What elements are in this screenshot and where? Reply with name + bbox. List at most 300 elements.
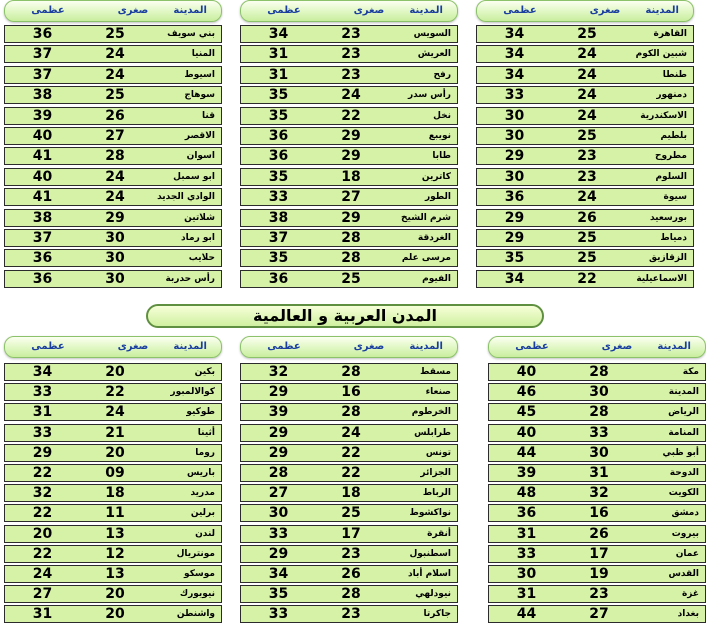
min-temp: 13 [105,566,125,582]
min-temp: 18 [341,485,361,502]
min-temp: 30 [105,230,125,246]
min-temp: 25 [577,250,597,267]
max-temp: 36 [268,148,289,165]
min-temp: 27 [341,189,361,206]
table-row [240,545,458,563]
min-temp: 23 [577,168,597,185]
max-temp: 39 [516,465,537,481]
header-min: صغرى [353,341,385,352]
table-row [240,565,458,583]
city-name: اسلام أباد [408,569,451,579]
min-temp: 30 [589,384,609,401]
max-temp: 35 [268,168,289,185]
min-temp: 28 [105,148,125,165]
min-temp: 22 [577,270,597,287]
max-temp: 28 [268,465,289,481]
city-name: الجزائر [420,468,451,478]
table-row [240,45,458,63]
min-temp: 28 [341,364,361,380]
max-temp: 34 [504,66,525,83]
table-row [240,86,458,104]
table-row [476,107,694,125]
header-min: صغرى [117,341,149,352]
table-row [4,565,222,583]
city-name: السويس [413,29,451,39]
table-row [476,270,694,288]
min-temp: 20 [105,444,125,461]
min-temp: 17 [589,545,609,562]
max-temp: 36 [504,189,525,206]
max-temp: 36 [32,26,53,42]
table-row [240,188,458,206]
table-row [4,86,222,104]
max-temp: 33 [268,189,289,206]
max-temp: 40 [516,424,537,441]
table-header [4,0,222,22]
min-temp: 25 [105,26,125,42]
max-temp: 34 [504,26,525,42]
header-city: المدينة [173,5,207,16]
table-row [240,403,458,421]
max-temp: 37 [32,230,53,246]
max-temp: 20 [32,525,53,542]
table-row [476,66,694,84]
city-name: بورسعيد [649,212,687,223]
header-max: عظمى [31,341,65,352]
table-row [488,424,706,442]
city-name: الرياض [668,407,699,418]
header-max: عظمى [267,5,301,16]
header-city: المدينة [645,5,679,16]
table-row [4,444,222,462]
max-temp: 37 [32,66,53,83]
city-name: كاترين [421,171,451,182]
city-name: بغداد [677,609,699,620]
max-temp: 36 [32,270,53,287]
table-header [4,336,222,358]
city-name: لندن [195,528,215,539]
city-name: المنيا [191,49,215,60]
max-temp: 38 [268,209,289,226]
city-name: نيويورك [179,589,215,600]
min-temp: 23 [341,66,361,83]
city-name: مسقط [420,367,451,377]
min-temp: 24 [105,168,125,185]
min-temp: 30 [589,444,609,461]
min-temp: 18 [341,168,361,185]
city-name: رأس سدر [407,90,451,101]
max-temp: 33 [32,424,53,441]
table-row [4,545,222,563]
section-banner: المدن العربية و العالمية [146,304,544,328]
table-row [240,229,458,247]
max-temp: 40 [32,128,53,144]
max-temp: 29 [32,444,53,461]
table-row [4,25,222,43]
max-temp: 30 [504,107,525,124]
max-temp: 41 [32,148,53,165]
min-temp: 29 [341,128,361,144]
city-name: شبين الكوم [635,49,687,60]
table-row [240,444,458,462]
max-temp: 33 [32,384,53,401]
city-name: الكويت [668,488,699,499]
max-temp: 35 [268,250,289,267]
max-temp: 31 [268,66,289,83]
min-temp: 23 [341,46,361,63]
max-temp: 44 [516,444,537,461]
table-row [488,403,706,421]
min-temp: 25 [577,26,597,42]
table-row [240,249,458,267]
table-row [4,484,222,502]
city-name: جاكرتا [423,609,451,620]
max-temp: 29 [268,384,289,401]
city-name: السلوم [655,171,687,182]
min-temp: 26 [341,566,361,582]
min-temp: 25 [341,270,361,287]
max-temp: 34 [32,364,53,380]
max-temp: 35 [268,87,289,104]
city-name: الاقصر [184,131,215,141]
min-temp: 24 [577,46,597,63]
table-row [240,504,458,522]
max-temp: 31 [516,586,537,603]
min-temp: 25 [341,505,361,522]
min-temp: 23 [589,586,609,603]
min-temp: 30 [105,270,125,287]
max-temp: 32 [32,485,53,502]
min-temp: 26 [105,107,125,124]
city-name: الغردقة [417,233,451,243]
table-row [488,464,706,482]
min-temp: 24 [105,66,125,83]
max-temp: 38 [32,87,53,104]
city-name: تونس [425,447,451,458]
header-max: عظمى [267,341,301,352]
min-temp: 22 [341,465,361,481]
header-city: المدينة [173,341,207,352]
city-name: رفح [433,69,451,80]
min-temp: 19 [589,566,609,582]
city-name: عمان [675,548,699,559]
min-temp: 32 [589,485,609,502]
table-row [240,585,458,603]
max-temp: 36 [32,250,53,267]
min-temp: 24 [105,189,125,206]
city-name: قنا [202,110,215,121]
city-name: الخرطوم [411,407,451,418]
table-row [476,45,694,63]
min-temp: 09 [105,465,125,481]
table-world-cities [4,336,222,626]
max-temp: 29 [268,444,289,461]
table-header [240,0,458,22]
table-row [240,383,458,401]
table-row [240,107,458,125]
city-name: حلايب [188,253,215,264]
min-temp: 13 [105,525,125,542]
city-name: الوادي الجديد [157,192,215,203]
max-temp: 34 [268,566,289,582]
city-name: مدريد [190,488,215,499]
max-temp: 40 [32,168,53,185]
city-name: نويبع [428,131,451,141]
min-temp: 17 [341,525,361,542]
city-name: مرسى علم [401,253,451,264]
max-temp: 40 [516,364,537,380]
header-max: عظمى [31,5,65,16]
city-name: الرباط [422,488,451,499]
min-temp: 24 [577,66,597,83]
table-row [4,249,222,267]
max-temp: 22 [32,465,53,481]
min-temp: 24 [577,189,597,206]
min-temp: 18 [105,485,125,502]
max-temp: 36 [516,505,537,522]
min-temp: 11 [105,505,125,522]
min-temp: 27 [105,128,125,144]
city-name: بيروت [671,528,699,539]
min-temp: 25 [105,87,125,104]
city-name: أثينا [197,427,215,438]
table-row [488,383,706,401]
city-name: صنعاء [425,387,451,398]
max-temp: 35 [268,586,289,603]
table-row [240,464,458,482]
min-temp: 28 [341,230,361,246]
max-temp: 34 [504,46,525,63]
city-name: بكين [194,367,215,377]
city-name: مكة [682,367,699,377]
city-name: سوهاج [184,90,215,101]
max-temp: 39 [32,107,53,124]
max-temp: 44 [516,606,537,623]
max-temp: 30 [504,168,525,185]
city-name: شلاتين [184,212,215,223]
min-temp: 23 [341,606,361,623]
city-name: العريش [417,49,451,60]
max-temp: 36 [268,270,289,287]
min-temp: 28 [341,250,361,267]
table-row [476,249,694,267]
max-temp: 45 [516,404,537,421]
max-temp: 39 [268,404,289,421]
max-temp: 34 [268,26,289,42]
table-sinai-canal [240,0,458,290]
min-temp: 28 [589,364,609,380]
table-row [476,209,694,227]
header-min: صغرى [353,5,385,16]
max-temp: 31 [268,46,289,63]
table-row [240,525,458,543]
max-temp: 29 [268,424,289,441]
table-row [240,168,458,186]
min-temp: 24 [577,107,597,124]
max-temp: 27 [268,485,289,502]
max-temp: 48 [516,485,537,502]
max-temp: 33 [504,87,525,104]
city-name: الطور [424,192,451,203]
table-row [488,444,706,462]
city-name: نواكشوط [409,508,451,519]
max-temp: 32 [268,364,289,380]
min-temp: 24 [105,404,125,421]
city-name: باريس [186,468,215,478]
table-gulf-levant [488,336,706,626]
table-row [4,127,222,145]
min-temp: 25 [577,230,597,246]
max-temp: 29 [504,148,525,165]
header-city: المدينة [657,341,691,352]
table-row [4,403,222,421]
table-row [240,127,458,145]
max-temp: 29 [268,545,289,562]
max-temp: 30 [504,128,525,144]
min-temp: 26 [577,209,597,226]
min-temp: 20 [105,364,125,380]
city-name: بني سويف [167,29,215,39]
city-name: الدوحة [669,468,699,478]
city-name: الاسماعيلية [636,273,687,284]
max-temp: 31 [32,606,53,623]
min-temp: 25 [577,128,597,144]
table-row [240,66,458,84]
city-name: شرم الشيخ [401,212,451,223]
table-row [240,424,458,442]
city-name: غزة [681,589,699,600]
table-row [4,188,222,206]
min-temp: 33 [589,424,609,441]
table-row [4,585,222,603]
min-temp: 22 [341,444,361,461]
table-row [4,168,222,186]
city-name: برلين [190,508,215,519]
max-temp: 37 [32,46,53,63]
table-upper-egypt [4,0,222,290]
min-temp: 21 [105,424,125,441]
max-temp: 22 [32,545,53,562]
max-temp: 31 [516,525,537,542]
max-temp: 46 [516,384,537,401]
max-temp: 30 [268,505,289,522]
min-temp: 16 [589,505,609,522]
min-temp: 24 [341,424,361,441]
max-temp: 38 [32,209,53,226]
table-row [476,168,694,186]
table-row [476,127,694,145]
city-name: أبو ظبي [662,447,699,458]
min-temp: 16 [341,384,361,401]
min-temp: 31 [589,465,609,481]
min-temp: 20 [105,586,125,603]
table-row [240,209,458,227]
table-row [4,45,222,63]
table-row [4,383,222,401]
city-name: نيودلهي [415,589,451,600]
table-row [4,363,222,381]
max-temp: 24 [32,566,53,582]
max-temp: 33 [516,545,537,562]
min-temp: 12 [105,545,125,562]
min-temp: 24 [577,87,597,104]
city-name: اسيوط [184,69,215,80]
city-name: الاسكندرية [640,110,687,121]
max-temp: 22 [32,505,53,522]
max-temp: 33 [268,525,289,542]
table-row [4,66,222,84]
table-arab-africa-asia [240,336,458,626]
max-temp: 41 [32,189,53,206]
table-row [488,545,706,563]
city-name: مونتريال [176,548,215,559]
header-max: عظمى [515,341,549,352]
header-city: المدينة [409,5,443,16]
table-row [488,605,706,623]
max-temp: 27 [32,586,53,603]
table-row [488,484,706,502]
table-header [240,336,458,358]
city-name: موسكو [184,569,215,579]
min-temp: 29 [341,209,361,226]
table-row [4,424,222,442]
max-temp: 29 [504,230,525,246]
min-temp: 22 [105,384,125,401]
city-name: طنطا [662,69,687,80]
max-temp: 31 [32,404,53,421]
table-header [476,0,694,22]
table-row [4,147,222,165]
min-temp: 28 [341,404,361,421]
city-name: واشنطن [176,609,215,620]
max-temp: 30 [516,566,537,582]
city-name: دمياط [660,233,687,243]
max-temp: 37 [268,230,289,246]
city-name: دمنهور [656,90,687,101]
max-temp: 35 [504,250,525,267]
city-name: دمشق [671,508,699,519]
city-name: الزقازيق [648,253,687,264]
min-temp: 29 [341,148,361,165]
header-city: المدينة [409,341,443,352]
table-row [4,525,222,543]
max-temp: 36 [268,128,289,144]
min-temp: 30 [105,250,125,267]
city-name: المنامة [668,427,699,438]
table-row [476,188,694,206]
table-row [240,25,458,43]
min-temp: 23 [341,545,361,562]
table-row [240,363,458,381]
city-name: الفيوم [422,273,451,284]
min-temp: 23 [577,148,597,165]
table-row [4,229,222,247]
table-row [240,147,458,165]
city-name: القاهرة [653,29,687,39]
city-name: أنقرة [427,528,451,539]
min-temp: 28 [589,404,609,421]
max-temp: 34 [504,270,525,287]
table-row [240,270,458,288]
min-temp: 26 [589,525,609,542]
max-temp: 33 [268,606,289,623]
city-name: نخل [433,110,451,121]
table-row [476,25,694,43]
table-row [4,605,222,623]
min-temp: 20 [105,606,125,623]
table-row [4,464,222,482]
city-name: اسوان [186,151,215,162]
